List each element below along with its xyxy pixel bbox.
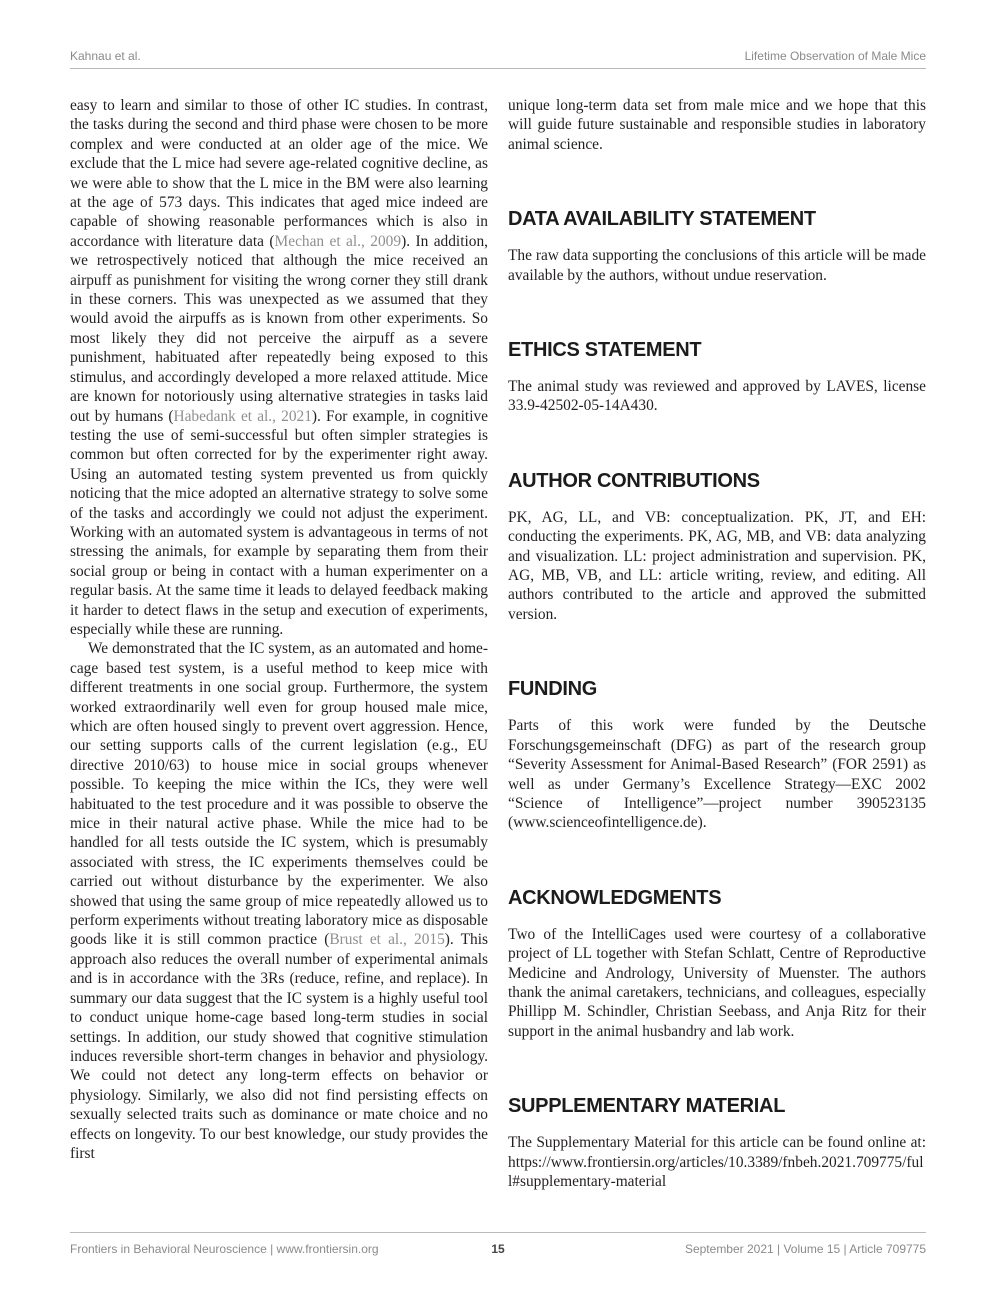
section-heading-author-contributions: AUTHOR CONTRIBUTIONS: [508, 469, 760, 492]
body-text: ). For example, in cognitive testing the use of semi-successful but often simpler strategies is common but often corrected for by the experimenter right away. Using an automated testing system prevented us from quickly noticing that the mice adopted an alternative strategy to solve some of the tasks and accordingly we could not adjust the experiment. Working with an automated system is advantageous in terms of not stressing the animals, for example by separating them from their social group or being in contact with a human experimenter on a regular basis. At the same time it leads to delayed feedback making it harder to detect flaws in the setup and execution of experiments, especially while these are running.: [70, 407, 489, 638]
section-heading-acknowledgments: ACKNOWLEDGMENTS: [508, 886, 722, 909]
supplementary-material-url[interactable]: https://www.frontiersin.org/articles/10.3389/fnbeh.2021.709775/full#supplementary-material: [508, 1153, 924, 1190]
section-body-acknowledgments: Two of the IntelliCages used were courtesy of a collaborative project of LL together with Stefan Schlatt, Centre of Reproductive Medicine and Andrology, University of Muenster. The authors thank the animal caretakers, technicians, and colleagues, especially Phillipp M. Schindler, Christian Seebass, and Anja Ritz for their support in the animal husbandry and lab work.: [508, 925, 926, 1040]
right-column: [508, 96, 926, 1191]
section-heading-supplementary-material: SUPPLEMENTARY MATERIAL: [508, 1095, 786, 1118]
section-acknowledgments: [508, 887, 926, 1041]
section-body-data-availability: The raw data supporting the conclusions of this article will be made available by the authors, without undue reservation.: [508, 247, 926, 284]
page-footer: [70, 1242, 926, 1256]
section-body-funding: Parts of this work were funded by the Deutsche Forschungsgemeinschaft (DFG) as part of the research group “Severity Assessment for Animal-Based Research” (FOR 2591) as well as under Germany’s Excellence Strategy—EXC 2002 “Science of Intelligence”—project number 390523135 (www.scienceofintelligence.de).: [508, 717, 926, 832]
section-ethics-statement: [508, 339, 926, 416]
running-head: [70, 49, 926, 63]
section-heading-ethics-statement: ETHICS STATEMENT: [508, 339, 702, 362]
section-heading-funding: FUNDING: [508, 678, 598, 701]
section-supplementary-material: [508, 1095, 926, 1191]
header-rule: [70, 68, 926, 69]
body-text: easy to learn and similar to those of other IC studies. In contrast, the tasks during the second and third phase were chosen to be more complex and were conducted at an older age of the mice. We exclude that the L mice had severe age-related cognitive decline, as we were able to show that the L mice in the BM were also learning at the age of 573 days. This indicates that aged mice indeed are capable of showing reasonable performances which is also in accordance with literature data (: [70, 97, 488, 250]
body-text: We demonstrated that the IC system, as an automated and home-cage based test system, is a useful method to keep mice with different treatments in one social group. Furthermore, the system worked extraordinarily well even for group housed male mice, which are often housed singly to prevent overt aggression. Hence, our setting supports calls of the current legislation (e.g., EU directive 2010/63) to house mice in social groups whenever possible. To keeping the mice within the ICs, they were well habituated to the test procedure and it was possible to observe the mice in their natural active phase. While the mice had to be handled for all tests outside the IC system, which is presumably associated with stress, the IC experiments themselves could be carried out without disturbance by the experimenter. We also showed that using the same group of mice repeatedly allowed us to perform experiments without treating laboratory mice as disposable goods like it is still common practice (: [70, 640, 488, 949]
running-head-title: Lifetime Observation of Male Mice: [744, 49, 926, 63]
section-author-contributions: [508, 470, 926, 624]
section-heading-data-availability: DATA AVAILABILITY STATEMENT: [508, 208, 816, 231]
citation-link-mechan-2009[interactable]: Mechan et al., 2009: [274, 232, 402, 250]
section-body-author-contributions: PK, AG, LL, and VB: conceptualization. PK, JT, and EH: conducting the experiments. PK, AG, MB, and VB: data analyzing and visualization. LL: project administration and supervision. PK, AG, MB, VB, and LL: article writing, review, and editing. All authors contributed to the article and approved the submitted version.: [508, 508, 926, 623]
citation-link-brust-2015[interactable]: Brust et al., 2015: [329, 931, 445, 949]
article-body: [70, 96, 926, 1191]
running-head-authors: Kahnau et al.: [70, 49, 141, 63]
section-data-availability: [508, 208, 926, 285]
section-body-supplementary-material: [508, 1133, 926, 1191]
paragraph-discussion-2: [70, 639, 488, 1163]
body-text: ). In addition, we retrospectively noticed that although the mice received an airpuff as punishment for visiting the wrong corner they still drank in these corners. This was unexpected as we assumed that they would avoid the airpuffs as is known from other experiments. So most likely they did not perceive the airpuff as a severe punishment, habituated after repeatedly being exposed to this stimulus, and accordingly developed a more relaxed attitude. Mice are known for notoriously using alternative strategies in tasks laid out by humans (: [70, 232, 488, 425]
paragraph-discussion-3: unique long-term data set from male mice and we hope that this will guide future sustainable and responsible studies in laboratory animal science.: [508, 97, 926, 153]
section-funding: [508, 678, 926, 832]
footer-page-number: 15: [491, 1242, 505, 1256]
body-text: The Supplementary Material for this article can be found online at:: [508, 1134, 926, 1152]
footer-rule: [70, 1232, 926, 1233]
footer-journal-url: Frontiers in Behavioral Neuroscience | www.frontiersin.org: [70, 1242, 379, 1256]
left-column: [70, 96, 488, 1191]
paragraph-discussion-1: [70, 96, 488, 639]
footer-issue-info: September 2021 | Volume 15 | Article 709775: [684, 1242, 927, 1256]
body-text: ). This approach also reduces the overall number of experimental animals and is in accordance with the 3Rs (reduce, refine, and replace). In summary our data suggest that the IC system is a highly useful tool to conduct unique home-cage based long-term studies in social settings. In addition, our study showed that cognitive stimulation induces reversible short-term changes in behavior and physiology. We could not detect any long-term effects on behavior or physiology. Similarly, we also did not find persisting effects on sexually selected traits such as dominance or mate choice and no effects on longevity. To our best knowledge, our study provides the first: [70, 931, 488, 1162]
citation-link-habedank-2021[interactable]: Habedank et al., 2021: [173, 407, 312, 425]
section-body-ethics-statement: The animal study was reviewed and approved by LAVES, license 33.9-42502-05-14A430.: [508, 378, 926, 415]
